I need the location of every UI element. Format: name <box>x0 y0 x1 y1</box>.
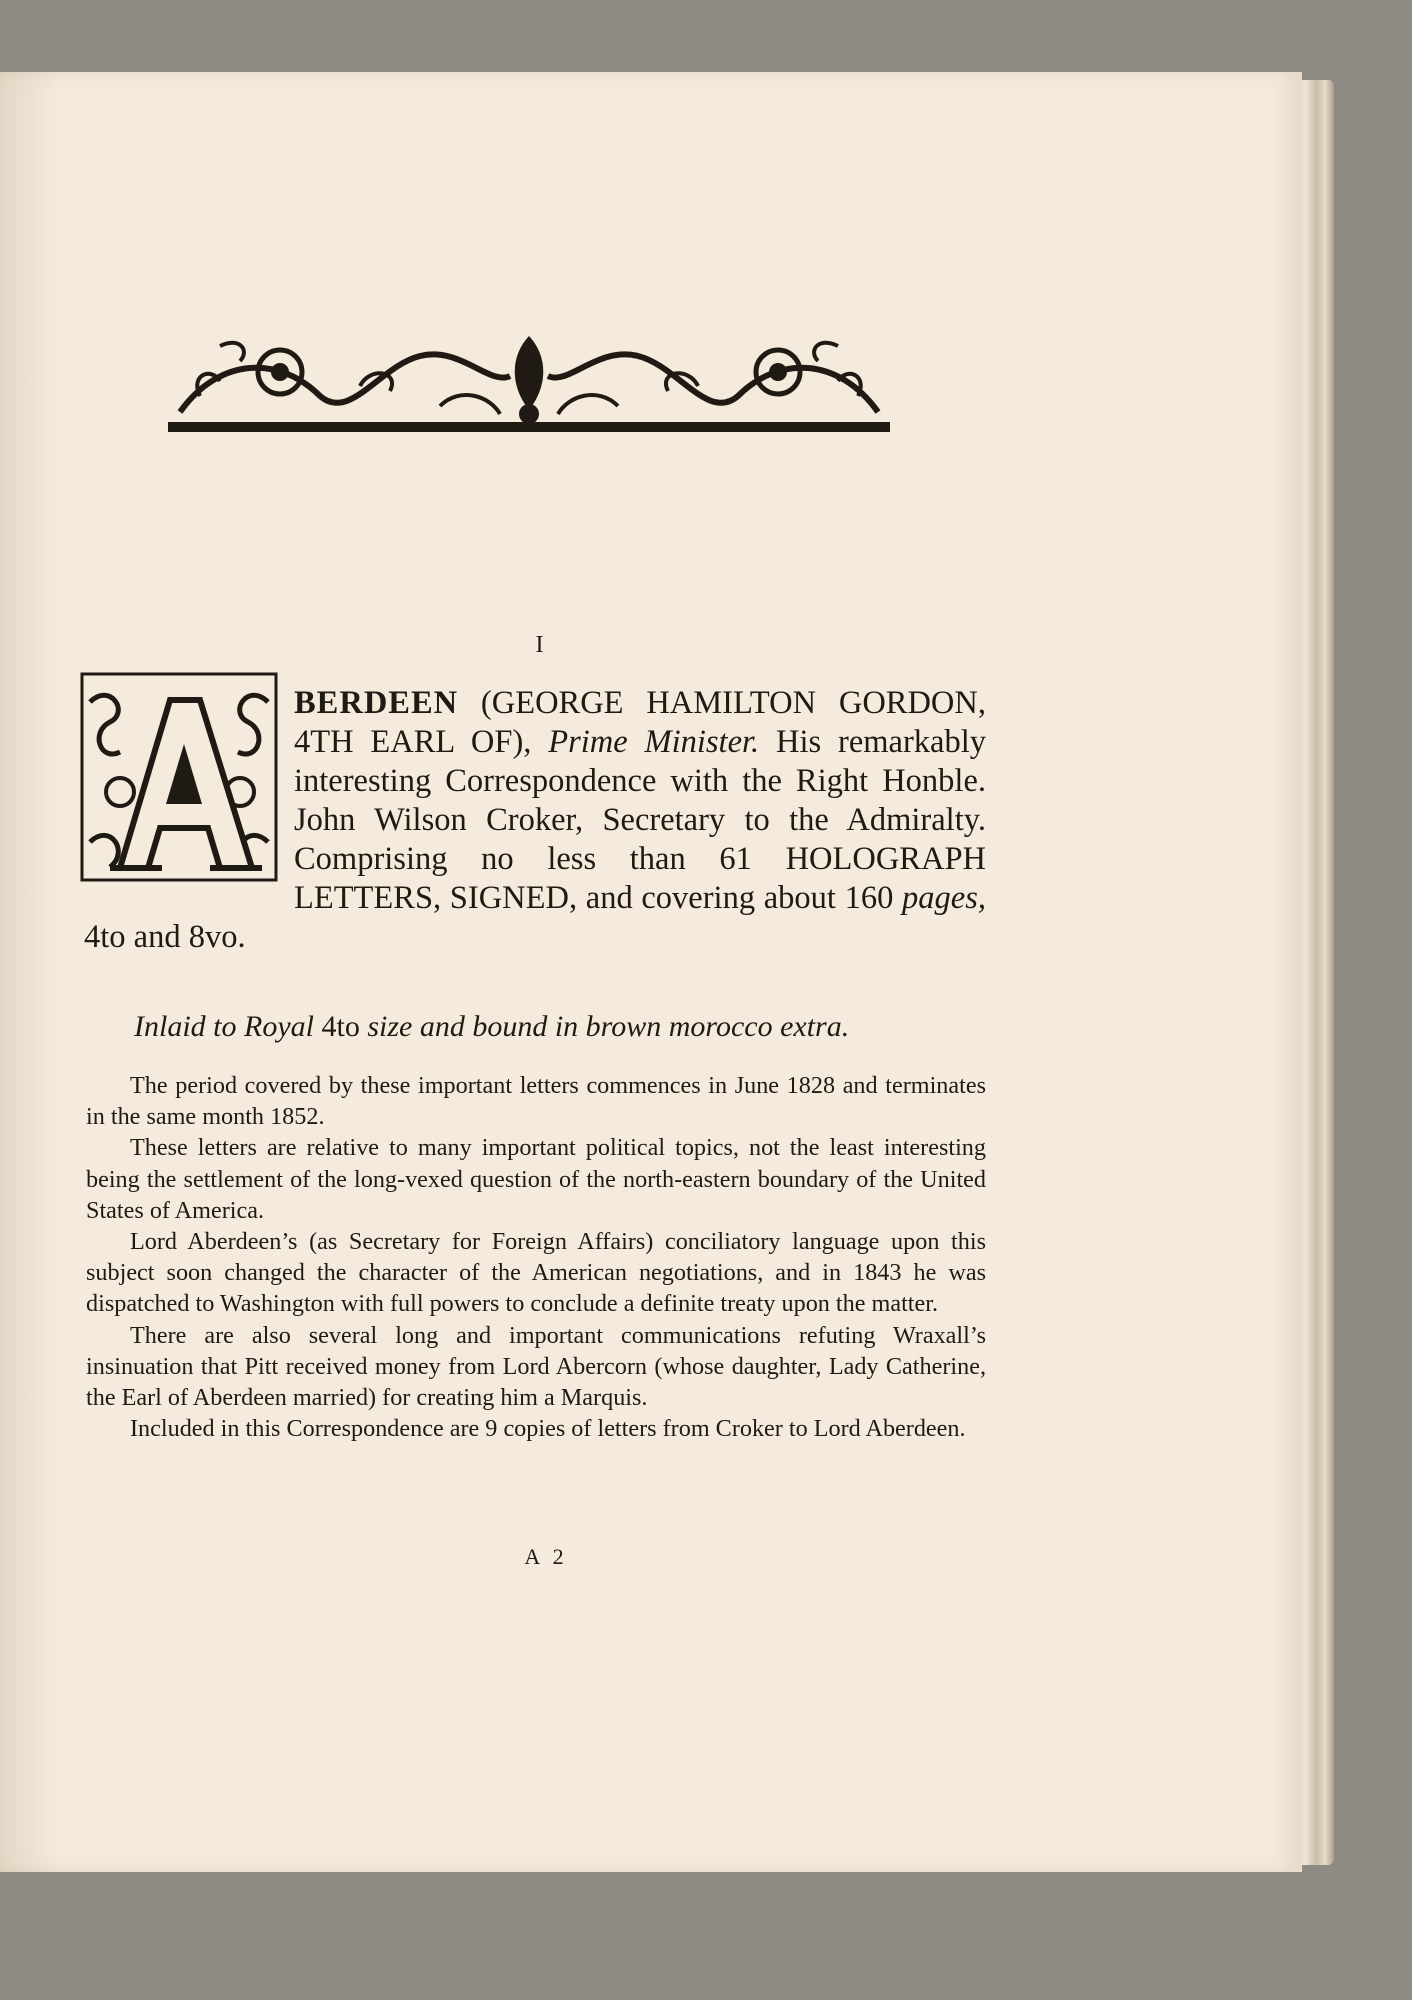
binding-part-3: size and bound in brown morocco extra. <box>367 1010 850 1043</box>
floral-headpiece-ornament <box>160 326 898 438</box>
binding-note <box>134 1010 994 1044</box>
entry-heading <box>84 684 986 957</box>
entry-name: (GEORGE HAMILTON GORDON, 4TH EARL OF), <box>294 685 987 760</box>
signature-mark: A 2 <box>524 1544 568 1569</box>
entry-headword: BERDEEN <box>294 685 459 721</box>
note-paragraph: Lord Aberdeen’s (as Secretary for Foreign Affairs) conciliatory language upon this subject soon changed the character of the American negotiations, and in 1843 he was dispatched to Washington with full powers to conclude a definite treaty upon the matter. <box>86 1228 986 1318</box>
note-paragraph: The period covered by these important letters commences in June 1828 and terminates in the same month 1852. <box>86 1072 986 1131</box>
entry-title: Prime Minister. <box>548 724 760 760</box>
note-paragraph: Included in this Correspondence are 9 copies of letters from Croker to Lord Aberdeen. <box>130 1415 966 1443</box>
entry-description: His remarkably interesting Correspondence with the Right Honble. John Wilson Croker, Secretary to the Admiralty. Comprising no less than 61 HOLOGRAPH LETTERS, SIGNED, and covering about 160 <box>294 724 986 916</box>
entry-pages: pages, <box>902 880 986 916</box>
binding-part-1: Inlaid to Royal <box>134 1010 314 1043</box>
note-paragraph: There are also several long and important communications refuting Wraxall’s insinuation that Pitt received money from Lord Abercorn (whose daughter, Lady Catherine, the Earl of Aberdeen married) for creating him a Marquis. <box>86 1321 986 1412</box>
entry-format: 4to and 8vo. <box>84 919 246 955</box>
entry-notes <box>86 1070 986 1444</box>
note-paragraph: These letters are relative to many important political topics, not the least interesting being the settlement of the long-vexed question of the north-eastern boundary of the United States of America. <box>86 1134 986 1224</box>
binding-size: 4to <box>321 1010 360 1043</box>
initial-space <box>84 684 294 889</box>
entry-number: I <box>535 632 545 658</box>
